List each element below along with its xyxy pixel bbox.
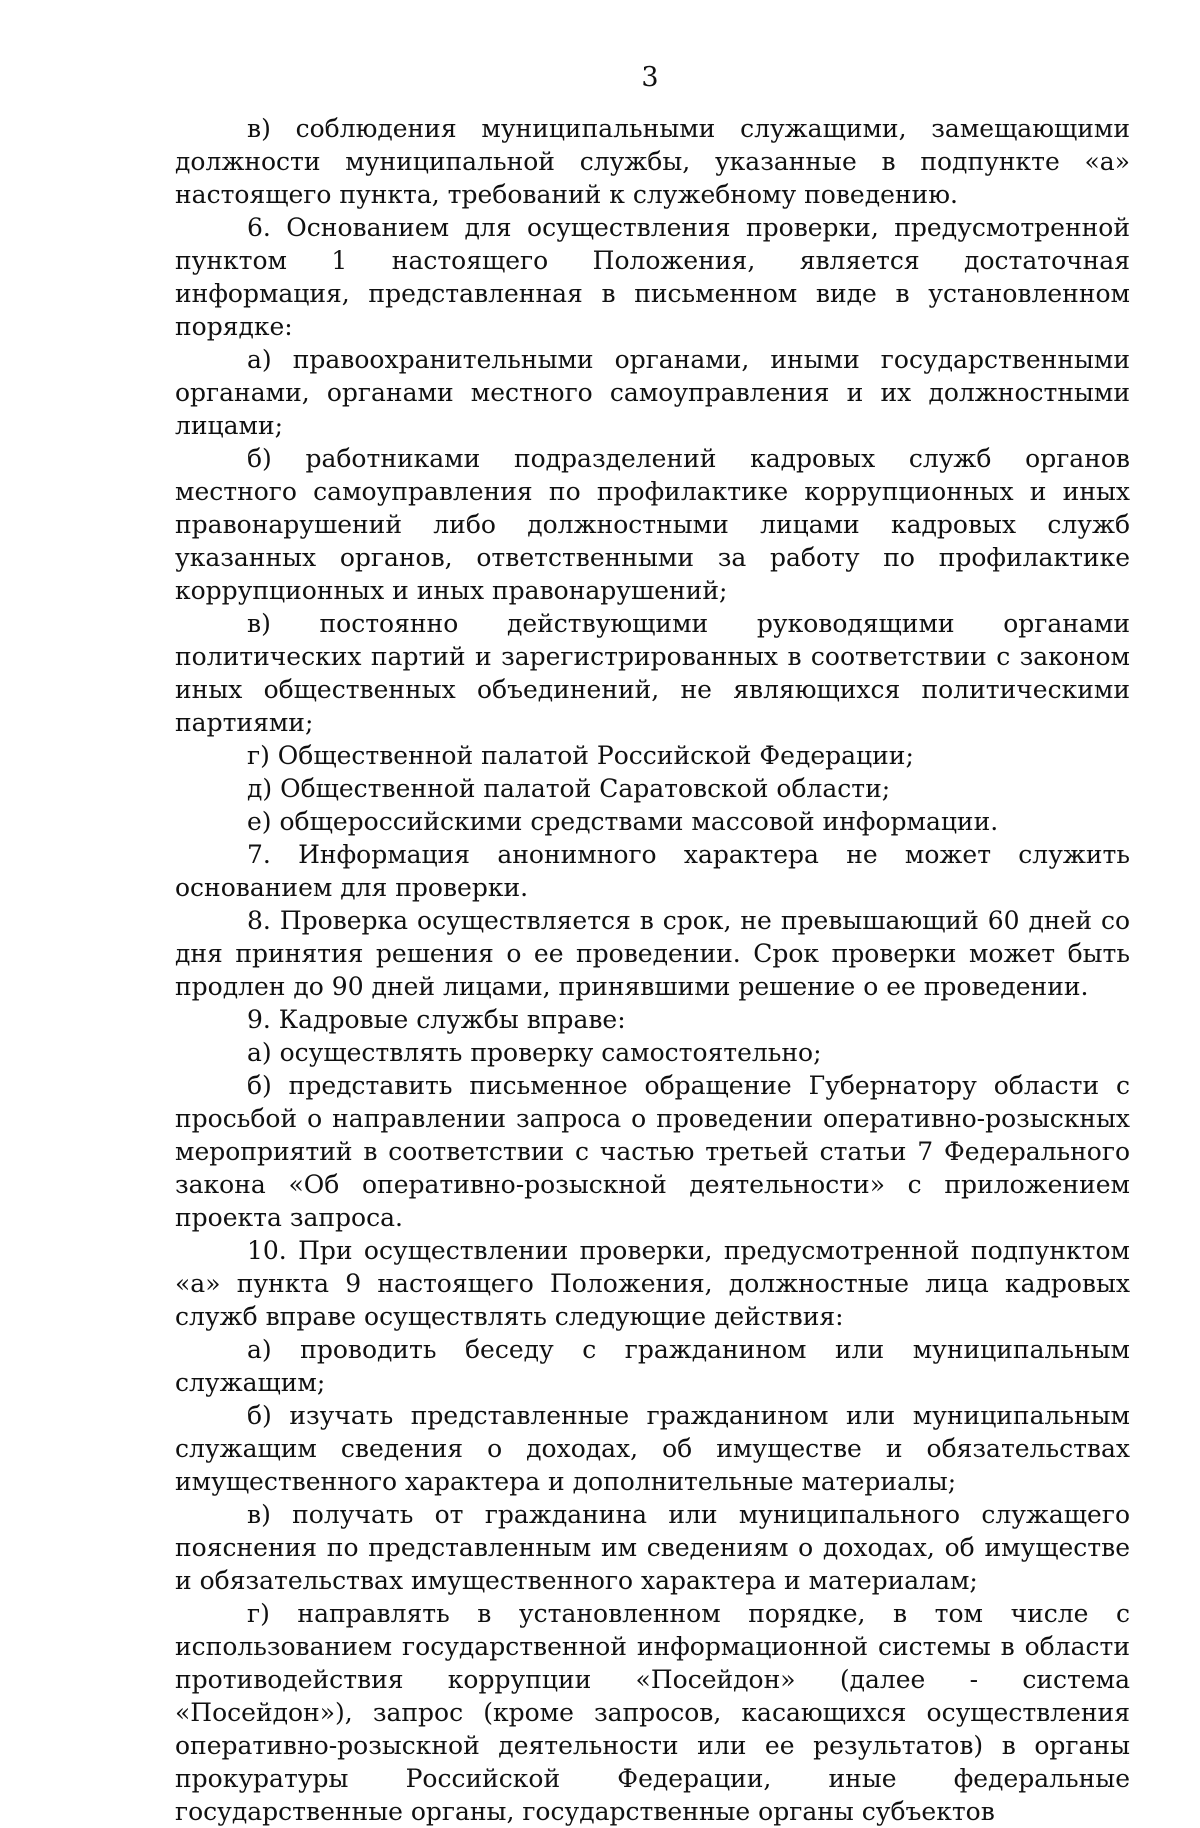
paragraph-7: 7. Информация анонимного характера не может служить основанием для проверки. bbox=[175, 840, 1130, 902]
document-body bbox=[175, 112, 1130, 1828]
paragraph-6b: б) работниками подразделений кадровых служб органов местного самоуправления по профилактике коррупционных и иных правонарушений либо должностными лицами кадровых служб указанных органов, ответственными за работу по профилактике коррупционных и иных правонарушений; bbox=[175, 444, 1130, 605]
paragraph-9: 9. Кадровые службы вправе: bbox=[247, 1005, 626, 1034]
paragraph-item-v-compliance: в) соблюдения муниципальными служащими, замещающими должности муниципальной службы, указанные в подпункте «а» настоящего пункта, требований к служебному поведению. bbox=[175, 114, 1130, 209]
page-number: 3 bbox=[641, 62, 659, 93]
paragraph-6d: д) Общественной палатой Саратовской области; bbox=[247, 774, 891, 803]
paragraph-10b: б) изучать представленные гражданином или муниципальным служащим сведения о доходах, об имуществе и обязательствах имущественного характера и дополнительные материалы; bbox=[175, 1401, 1130, 1496]
paragraph-6-basis: 6. Основанием для осуществления проверки, предусмотренной пунктом 1 настоящего Положения, является достаточная информация, представленная в письменном виде в установленном порядке: bbox=[175, 213, 1130, 341]
paragraph-6e: е) общероссийскими средствами массовой информации. bbox=[247, 807, 999, 836]
paragraph-8: 8. Проверка осуществляется в срок, не превышающий 60 дней со дня принятия решения о ее проведении. Срок проверки может быть продлен до 90 дней лицами, принявшими решение о ее проведении. bbox=[175, 906, 1130, 1001]
paragraph-10g: г) направлять в установленном порядке, в том числе с использованием государственной информационной системы в области противодействия коррупции «Посейдон» (далее - система «Посейдон»), запрос (кроме запросов, касающихся осуществления оперативно-розыскной деятельности или ее результатов) в органы прокуратуры Российской Федерации, иные федеральные государственные органы, государственные органы субъектов bbox=[175, 1599, 1130, 1826]
paragraph-6v: в) постоянно действующими руководящими органами политических партий и зарегистрированных в соответствии с законом иных общественных объединений, не являющихся политическими партиями; bbox=[175, 609, 1130, 737]
paragraph-9a: а) осуществлять проверку самостоятельно; bbox=[247, 1038, 822, 1067]
paragraph-10: 10. При осуществлении проверки, предусмотренной подпунктом «а» пункта 9 настоящего Положения, должностные лица кадровых служб вправе осуществлять следующие действия: bbox=[175, 1236, 1130, 1331]
paragraph-9b: б) представить письменное обращение Губернатору области с просьбой о направлении запроса о проведении оперативно-розыскных мероприятий в соответствии с частью третьей статьи 7 Федерального закона «Об оперативно-розыскной деятельности» с приложением проекта запроса. bbox=[175, 1071, 1130, 1232]
paragraph-6g: г) Общественной палатой Российской Федерации; bbox=[247, 741, 914, 770]
paragraph-10a: а) проводить беседу с гражданином или муниципальным служащим; bbox=[175, 1335, 1130, 1397]
paragraph-6a: а) правоохранительными органами, иными государственными органами, органами местного самоуправления и их должностными лицами; bbox=[175, 345, 1130, 440]
paragraph-10v: в) получать от гражданина или муниципального служащего пояснения по представленным им сведениям о доходах, об имуществе и обязательствах имущественного характера и материалам; bbox=[175, 1500, 1130, 1595]
